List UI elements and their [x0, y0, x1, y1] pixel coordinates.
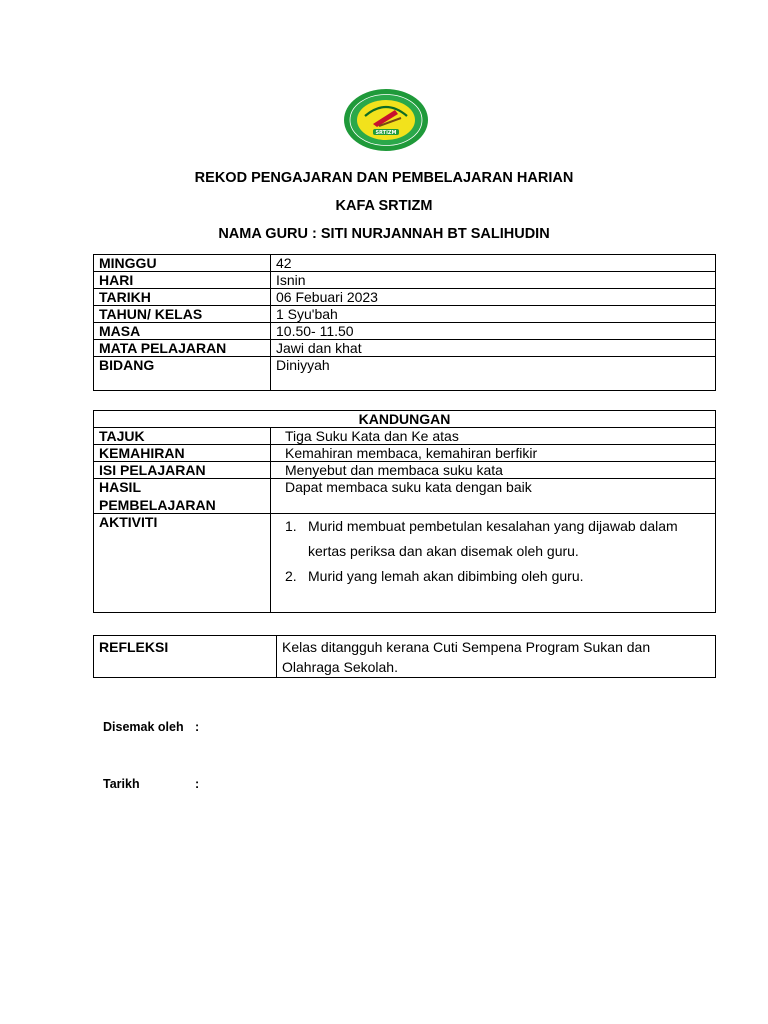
refleksi-row — [94, 636, 716, 678]
content-label: TAJUK — [94, 428, 271, 445]
content-row-aktiviti — [94, 514, 716, 613]
disemak-oleh-line — [103, 720, 200, 734]
info-row-hari — [94, 272, 716, 289]
info-label: TARIKH — [94, 289, 271, 306]
lesson-info-table — [93, 254, 716, 391]
info-row-mata-pelajaran — [94, 340, 716, 357]
info-value: 1 Syu'bah — [271, 306, 716, 323]
content-value: Tiga Suku Kata dan Ke atas — [271, 428, 716, 445]
hasil-label-line2: PEMBELAJARAN — [99, 497, 216, 513]
content-label: KEMAHIRAN — [94, 445, 271, 462]
info-label: MATA PELAJARAN — [94, 340, 271, 357]
info-row-minggu — [94, 255, 716, 272]
content-row-hasil — [94, 479, 716, 514]
info-label: BIDANG — [94, 357, 271, 391]
info-label: TAHUN/ KELAS — [94, 306, 271, 323]
colon: : — [195, 777, 200, 791]
refleksi-label: REFLEKSI — [94, 636, 277, 678]
info-value: Isnin — [271, 272, 716, 289]
content-label: ISI PELAJARAN — [94, 462, 271, 479]
list-number: 2. — [285, 568, 297, 584]
info-value: Jawi dan khat — [271, 340, 716, 357]
tarikh-label: Tarikh — [103, 777, 140, 791]
info-value: 42 — [271, 255, 716, 272]
info-row-masa — [94, 323, 716, 340]
info-label: MINGGU — [94, 255, 271, 272]
hasil-label-line1: HASIL — [99, 479, 141, 495]
content-value: Menyebut dan membaca suku kata — [271, 462, 716, 479]
school-logo — [343, 88, 429, 152]
info-row-tarikh — [94, 289, 716, 306]
document-title: REKOD PENGAJARAN DAN PEMBELAJARAN HARIAN — [194, 170, 574, 186]
lesson-content-table — [93, 410, 716, 613]
content-row-kemahiran — [94, 445, 716, 462]
teacher-name: NAMA GURU : SITI NURJANNAH BT SALIHUDIN — [218, 226, 550, 242]
info-value: 10.50- 11.50 — [271, 323, 716, 340]
info-row-tahun-kelas — [94, 306, 716, 323]
info-label: HARI — [94, 272, 271, 289]
content-label: AKTIVITI — [94, 514, 271, 613]
school-name: KAFA SRTIZM — [335, 198, 433, 214]
refleksi-value: Kelas ditangguh kerana Cuti Sempena Program Sukan dan Olahraga Sekolah. — [277, 636, 716, 678]
content-label — [94, 479, 271, 514]
refleksi-table — [93, 635, 716, 678]
info-value: 06 Febuari 2023 — [271, 289, 716, 306]
aktiviti-list-cell — [271, 514, 716, 613]
list-item — [285, 514, 710, 564]
logo-text: SRTIZM — [375, 130, 397, 136]
colon: : — [195, 720, 200, 734]
aktiviti-list — [276, 514, 710, 589]
content-value: Kemahiran membaca, kemahiran berfikir — [271, 445, 716, 462]
tarikh-line — [103, 777, 200, 791]
disemak-label: Disemak oleh — [103, 720, 184, 734]
list-text: Murid membuat pembetulan kesalahan yang dijawab dalam kertas periksa dan akan disemak oleh guru. — [308, 518, 678, 559]
info-label: MASA — [94, 323, 271, 340]
content-row-isi — [94, 462, 716, 479]
list-text: Murid yang lemah akan dibimbing oleh guru. — [308, 568, 584, 584]
info-row-bidang — [94, 357, 716, 391]
list-number: 1. — [285, 518, 297, 534]
content-title: KANDUNGAN — [94, 411, 716, 428]
content-value: Dapat membaca suku kata dengan baik — [271, 479, 716, 514]
info-value: Diniyyah — [271, 357, 716, 391]
list-item — [285, 564, 710, 589]
content-row-tajuk — [94, 428, 716, 445]
